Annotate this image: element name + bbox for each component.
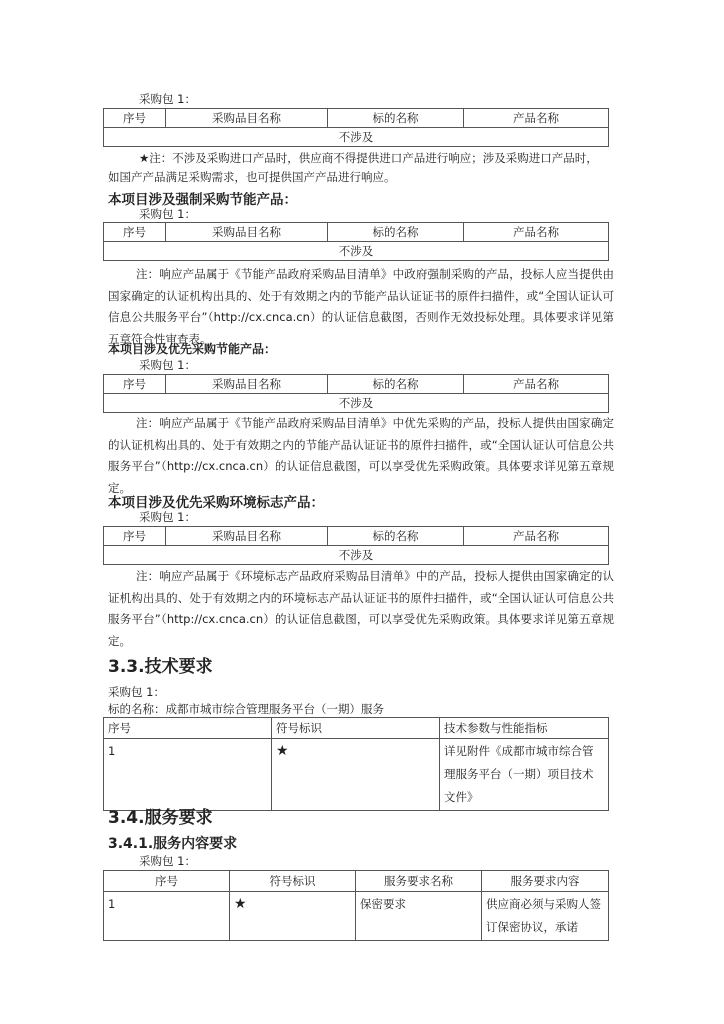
service-content: 供应商必须与采购人签订保密协议，承诺 <box>482 892 609 941</box>
package-label: 采购包 1： <box>139 358 196 372</box>
products-table-import <box>103 108 609 147</box>
col-header-no: 序号 <box>104 718 272 739</box>
col-header-item: 采购品目名称 <box>166 527 328 546</box>
table-row <box>104 892 609 941</box>
col-header-product: 产品名称 <box>464 109 609 128</box>
col-header-tech-spec: 技术参数与性能指标 <box>440 718 609 739</box>
col-header-no: 序号 <box>104 109 166 128</box>
col-header-product: 产品名称 <box>464 223 609 242</box>
col-header-no: 序号 <box>104 527 166 546</box>
col-header-symbol: 符号标识 <box>230 871 356 892</box>
import-note-line2: 如国产产品满足采购需求，也可提供国产产品进行响应。 <box>108 170 396 184</box>
col-header-item: 采购品目名称 <box>166 375 328 394</box>
col-header-item: 采购品目名称 <box>166 223 328 242</box>
col-header-subject: 标的名称 <box>328 109 464 128</box>
mandatory-energy-note: 注：响应产品属于《节能产品政府采购品目清单》中政府强制采购的产品，投标人应当提供由国家确定的认证机构出具的、处于有效期之内的节能产品认证证书的原件扫描件，或“全国认证认可信息公共服务平台”（http://cx.cnca.cn）的认证信息截图，否则作无效投标处理。具体要求详见第五章符合性审查表。 <box>108 267 614 346</box>
col-header-subject: 标的名称 <box>328 375 464 394</box>
subject-label: 标的名称：成都市城市综合管理服务平台（一期）服务 <box>108 702 384 716</box>
table-row: 不涉及 <box>104 394 609 413</box>
section-heading: 本项目涉及优先采购节能产品： <box>108 342 277 356</box>
col-header-symbol: 符号标识 <box>272 718 440 739</box>
section-heading: 本项目涉及强制采购节能产品： <box>108 192 297 208</box>
star-icon: ★ <box>272 739 440 811</box>
products-table-mandatory-energy <box>103 222 609 261</box>
service-requirements-table <box>103 870 609 941</box>
col-header-no: 序号 <box>104 871 230 892</box>
row-no: 1 <box>104 892 230 941</box>
service-name: 保密要求 <box>356 892 482 941</box>
package-label: 采购包 1： <box>108 685 165 699</box>
environment-note: 注：响应产品属于《环境标志产品政府采购品目清单》中的产品，投标人提供由国家确定的认证机构出具的、处于有效期之内的环境标志产品认证证书的原件扫描件，或“全国认证认可信息公共服务平台”（http://cx.cnca.cn）的认证信息截图，可以享受优先采购政策。具体要求详见第五章规定。 <box>108 569 614 648</box>
table-row: 不涉及 <box>104 128 609 147</box>
col-header-product: 产品名称 <box>464 527 609 546</box>
col-header-subject: 标的名称 <box>328 223 464 242</box>
star-icon: ★ <box>230 892 356 941</box>
col-header-service-content: 服务要求内容 <box>482 871 609 892</box>
tech-spec-content: 详见附件《成都市城市综合管理服务平台（一期）项目技术文件》 <box>440 739 609 811</box>
package-label: 采购包 1： <box>139 510 196 524</box>
import-note-line1: ★注：不涉及采购进口产品时，供应商不得提供进口产品进行响应；涉及采购进口产品时， <box>139 151 598 165</box>
subsection-title: 3.4.1.服务内容要求 <box>108 836 238 852</box>
section-title-service: 3.4.服务要求 <box>108 808 213 828</box>
package-label: 采购包 1： <box>139 207 196 221</box>
row-no: 1 <box>104 739 272 811</box>
col-header-subject: 标的名称 <box>328 527 464 546</box>
col-header-item: 采购品目名称 <box>166 109 328 128</box>
table-row <box>104 739 609 811</box>
col-header-product: 产品名称 <box>464 375 609 394</box>
priority-energy-note: 注：响应产品属于《节能产品政府采购品目清单》中优先采购的产品，投标人提供由国家确定的认证机构出具的、处于有效期之内的节能产品认证证书的原件扫描件，或“全国认证认可信息公共服务平台”（http://cx.cnca.cn）的认证信息截图，可以享受优先采购政策。具体要求详见第五章规定。 <box>108 416 614 495</box>
table-row: 不涉及 <box>104 242 609 261</box>
section-heading: 本项目涉及优先采购环境标志产品： <box>108 495 324 511</box>
tech-requirements-table <box>103 717 609 811</box>
col-header-service-name: 服务要求名称 <box>356 871 482 892</box>
products-table-environment <box>103 526 609 565</box>
package-label: 采购包 1： <box>139 92 196 106</box>
package-label: 采购包 1： <box>139 854 196 868</box>
table-row: 不涉及 <box>104 546 609 565</box>
products-table-priority-energy <box>103 374 609 413</box>
col-header-no: 序号 <box>104 375 166 394</box>
section-title-tech: 3.3.技术要求 <box>108 657 213 677</box>
col-header-no: 序号 <box>104 223 166 242</box>
